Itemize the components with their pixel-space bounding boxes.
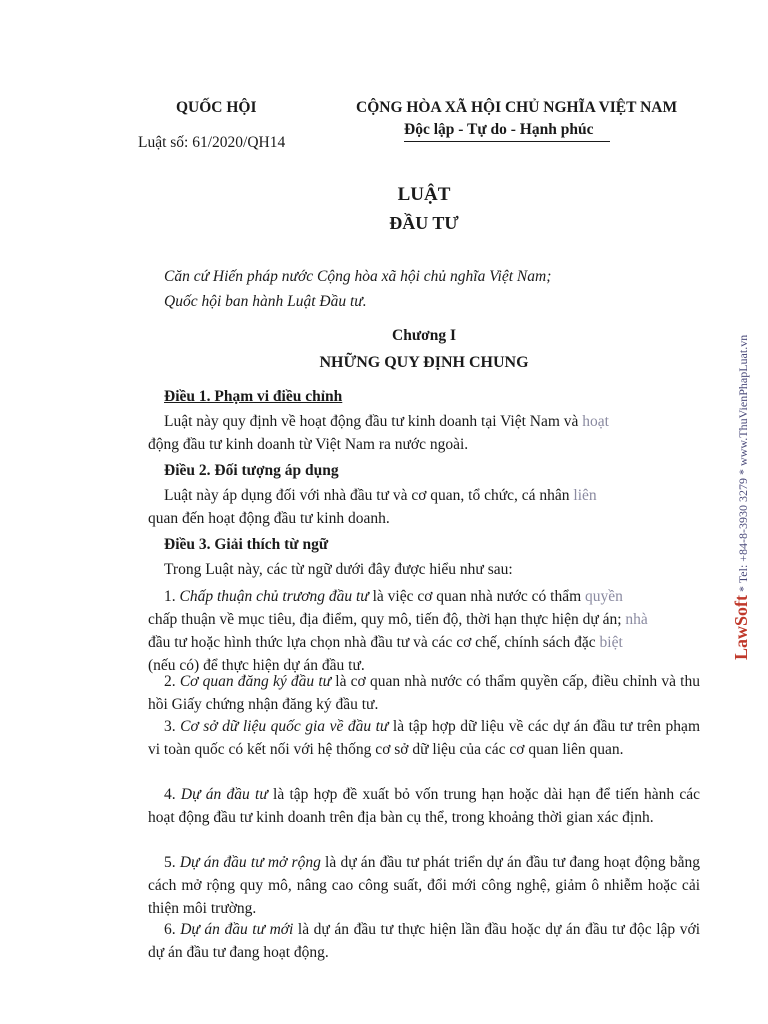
preamble-line1: Căn cứ Hiến pháp nước Cộng hòa xã hội chủ nghĩa Việt Nam; — [164, 268, 552, 285]
motto-underline — [404, 141, 610, 142]
article-2-text — [148, 484, 700, 530]
law-title-line2: ĐẦU TƯ — [389, 213, 459, 233]
definition-3: 3. Cơ sở dữ liệu quốc gia về đầu tư là tập hợp dữ liệu về các dự án đầu tư trên phạm vi toàn quốc có kết nối với hệ thống cơ sở dữ liệu của các cơ quan liên quan. — [148, 718, 700, 758]
definition-1-line3: đầu tư hoặc hình thức lựa chọn nhà đầu tư và các cơ chế, chính sách đặc biệt — [148, 634, 623, 651]
logo-law: Law — [731, 625, 751, 660]
article-3-intro: Trong Luật này, các từ ngữ dưới đây được hiểu như sau: — [164, 561, 513, 578]
article-1-heading — [164, 385, 342, 408]
article-2-heading: Điều 2. Đối tượng áp dụng — [164, 462, 339, 479]
watermark-text — [730, 335, 755, 660]
article-1-line2: động đầu tư kinh doanh từ Việt Nam ra nước ngoài. — [148, 436, 469, 453]
definition-1 — [148, 585, 700, 677]
definition-1-line4: (nếu có) để thực hiện dự án đầu tư. — [148, 657, 365, 674]
logo-soft: Soft — [731, 594, 751, 626]
article-3-heading: Điều 3. Giải thích từ ngữ — [164, 536, 329, 553]
nation-motto: Độc lập - Tự do - Hạnh phúc — [404, 121, 594, 138]
article-1-text — [148, 410, 700, 456]
watermark-contact: * Tel: +84-8-3930 3279 * www.ThuVienPhapLuat.vn — [736, 334, 750, 595]
preamble-line2: Quốc hội ban hành Luật Đầu tư. — [164, 293, 367, 310]
chapter-name: NHỮNG QUY ĐỊNH CHUNG — [319, 354, 529, 371]
definition-6: 6. Dự án đầu tư mới là dự án đầu tư thực hiện lần đầu hoặc dự án đầu tư độc lập với dự án đầu tư đang hoạt động. — [148, 921, 701, 961]
article-2-line1: Luật này áp dụng đối với nhà đầu tư và cơ quan, tổ chức, cá nhân liên — [164, 487, 597, 504]
definition-5: 5. Dự án đầu tư mở rộng là dự án đầu tư phát triển dự án đầu tư đang hoạt động bằng cách mở rộng quy mô, nâng cao công suất, đổi mới công nghệ, giảm ô nhiễm hoặc cải thiện môi trường. — [148, 854, 700, 917]
article-1-heading-text: Điều 1. Phạm vi điều chỉnh — [164, 388, 343, 405]
article-2-line2: quan đến hoạt động đầu tư kinh doanh. — [148, 510, 390, 527]
law-title-line1: LUẬT — [397, 184, 451, 205]
definition-4: 4. Dự án đầu tư là tập hợp đề xuất bỏ vốn trung hạn hoặc dài hạn để tiến hành các hoạt động đầu tư kinh doanh trên địa bàn cụ thể, trong khoảng thời gian xác định. — [148, 786, 700, 826]
article-1-line1: Luật này quy định về hoạt động đầu tư kinh doanh tại Việt Nam và hoạt — [164, 413, 609, 430]
definition-2: 2. Cơ quan đăng ký đầu tư là cơ quan nhà nước có thẩm quyền cấp, điều chỉnh và thu hồi Giấy chứng nhận đăng ký đầu tư. — [148, 673, 700, 713]
issuer-name: QUỐC HỘI — [176, 99, 257, 116]
chapter-number: Chương I — [392, 327, 456, 344]
watermark-sidebar — [716, 240, 760, 660]
law-number: Luật số: 61/2020/QH14 — [138, 134, 286, 151]
definition-1-line2: chấp thuận về mục tiêu, địa điểm, quy mô, tiến độ, thời hạn thực hiện dự án; nhà — [148, 611, 648, 628]
definition-1-line1: 1. Chấp thuận chủ trương đầu tư là việc cơ quan nhà nước có thẩm quyền — [164, 588, 623, 605]
nation-title: CỘNG HÒA XÃ HỘI CHỦ NGHĨA VIỆT NAM — [356, 99, 678, 116]
